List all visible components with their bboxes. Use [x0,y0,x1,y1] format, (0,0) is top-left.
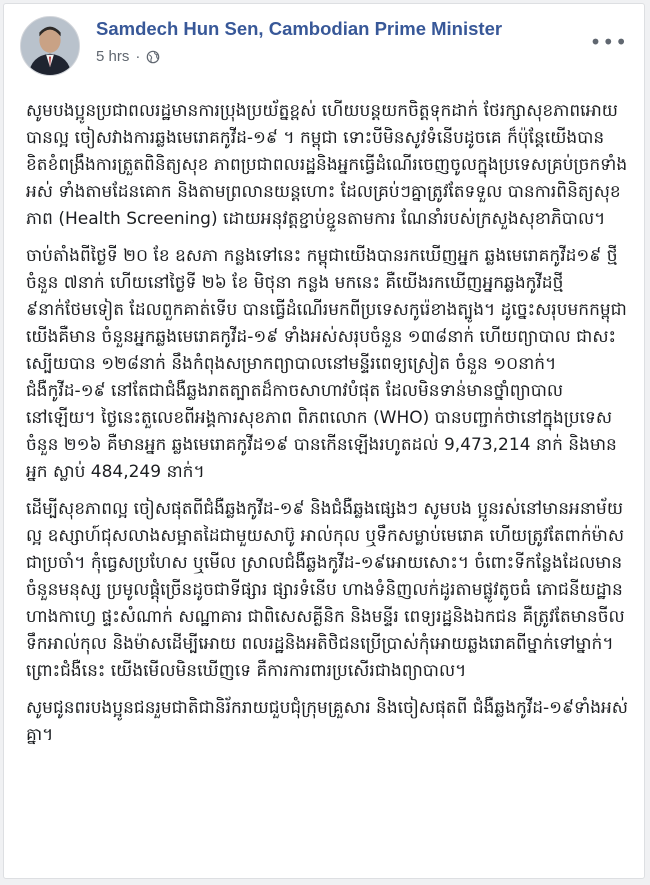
avatar[interactable] [20,16,80,76]
globe-icon[interactable] [146,50,160,64]
post-header [4,4,644,92]
meta-separator: · [135,48,141,65]
post-paragraph-4: សូមជូនពរបងប្អូនជនរួមជាតិជានិរ័ករាយជួបជុំក្រុមគ្រួសារ និងចៀសផុតពី ជំងឺឆ្លងកូវីដ-១៩ទាំងអស់គ្នា។ [26,698,628,745]
more-options-icon[interactable]: ••• [589,30,628,54]
post-paragraph-1: សូមបងប្អូនប្រជាពលរដ្ឋមានការប្រុងប្រយ័ត្នខ្ពស់ ហើយបន្តយកចិត្តទុកដាក់ ថែរក្សាសុខភាពអោយបានល្អ ចៀសវាងការឆ្លងមេរោគកូវីដ-១៩ ។ កម្ពុជា ទោះបីមិនសូវទំនើបដូចគេ ក៏ប៉ុន្តែយើងបានខិតខំពង្រឹងការត្រួតពិនិត្យសុខ ភាពប្រជាពលរដ្ឋនិងអ្នកធ្វើដំណើរចេញចូលក្នុងប្រទេសគ្រប់ច្រកទាំងអស់ ទាំងតាមដែនគោក និងតាមព្រលានយន្តហោះ ដែលគ្រប់ៗគ្នាត្រូវតែទទួល បានការពិនិត្យសុខភាព (Health Screening) ដោយអនុវត្តខ្ជាប់ខ្ជួនតាមការ ណែនាំរបស់ក្រសួងសុខាភិបាល។ [26,101,628,229]
post-meta [96,48,160,65]
post-card [3,3,645,879]
post-body [26,98,630,759]
post-paragraph-3: ដើម្បីសុខភាពល្អ ចៀសផុតពីជំងឺឆ្លងកូវីដ-១៩ និងជំងឺឆ្លងផ្សេងៗ សូមបង ប្អូនរស់នៅមានអនាម័យល្អ ឧស្សាហ៍ជុសលាងសម្អាតដៃជាមួយសាប៊ូ អាល់កុល ឬទឹកសម្លាប់មេរោគ ហើយត្រូវតែពាក់ម៉ាសជាប្រចាំ។ កុំធ្វេសប្រហែស ឬមើល ស្រាលជំងឺឆ្លងកូវីដ-១៩អោយសោះ។ ចំពោះទីកន្លែងដែលមានចំនួនមនុស្ស ប្រមូលផ្តុំច្រើនដូចជាទីផ្សារ ផ្សារទំនើប ហាងទំនិញលក់ដូរតាមផ្លូវតូចធំ ភោជនីយដ្ឋាន ហាងកាហ្វេ ផ្ទះសំណាក់ សណ្ឋាគារ ជាពិសេសគ្លីនិក និងមន្ទីរ ពេទ្យរដ្ឋនិងឯកជន គឺត្រូវតែមានចីល ទឹកអាល់កុល និងម៉ាសដើម្បីអោយ ពលរដ្ឋនិងអតិថិជនប្រើប្រាស់កុំអោយឆ្លងរោគពីម្នាក់ទៅម្នាក់។ ព្រោះជំងឺនេះ យើងមើលមិនឃើញទេ គឺការការពារប្រសើរជាងព្យាបាល។ [26,499,625,681]
post-timestamp[interactable]: 5 hrs [96,48,130,65]
avatar-image [21,17,79,75]
author-name-link[interactable]: Samdech Hun Sen, Cambodian Prime Minister [96,18,503,39]
post-paragraph-2: ចាប់តាំងពីថ្ងៃទី ២០ ខែ ឧសភា កន្លងទៅនេះ កម្ពុជាយើងបានរកឃើញអ្នក ឆ្លងមេរោគកូវីដ១៩ ថ្មីចំនួន ៧នាក់ ហើយនៅថ្ងៃទី ២៦ ខែ មិថុនា កន្លង មកនេះ គឺយើងរកឃើញអ្នកឆ្លងកូវីដថ្មី ៩នាក់ថែមទៀត ដែលពួកគាត់ទើប បានធ្វើដំណើរមកពីប្រទេសកូរ៉េខាងត្បូង។ ដូច្នេះសរុបមកកម្ពុជាយើងគឺមាន ចំនួនអ្នកឆ្លងមេរោគកូវីដ-១៩ ទាំងអស់សរុបចំនួន ១៣៨នាក់ ហើយព្យាបាល ជាសះស្បើយបាន ១២៨នាក់ នឹងកំពុងសម្រាកព្យាបាលនៅមន្ទីរពេទ្យស្រៀត ចំនួន ១០នាក់។ ជំងឺកូវីដ-១៩ នៅតែជាជំងឺឆ្លងរាតត្បាតដ៏កាចសាហាវបំផុត ដែលមិនទាន់មានថ្នាំព្យាបាលនៅឡើយ។ ថ្ងៃនេះតួលេខពីអង្គការសុខភាព ពិភពលោក (WHO) បានបញ្ជាក់ថានៅក្នុងប្រទេសចំនួន ២១៦ គឺមានអ្នក ឆ្លងមេរោគកូវីដ១៩ បានកើនឡើងរហូតដល់ 9,473,214 នាក់ និងមានអ្នក ស្លាប់ 484,249 នាក់។ [26,246,627,482]
